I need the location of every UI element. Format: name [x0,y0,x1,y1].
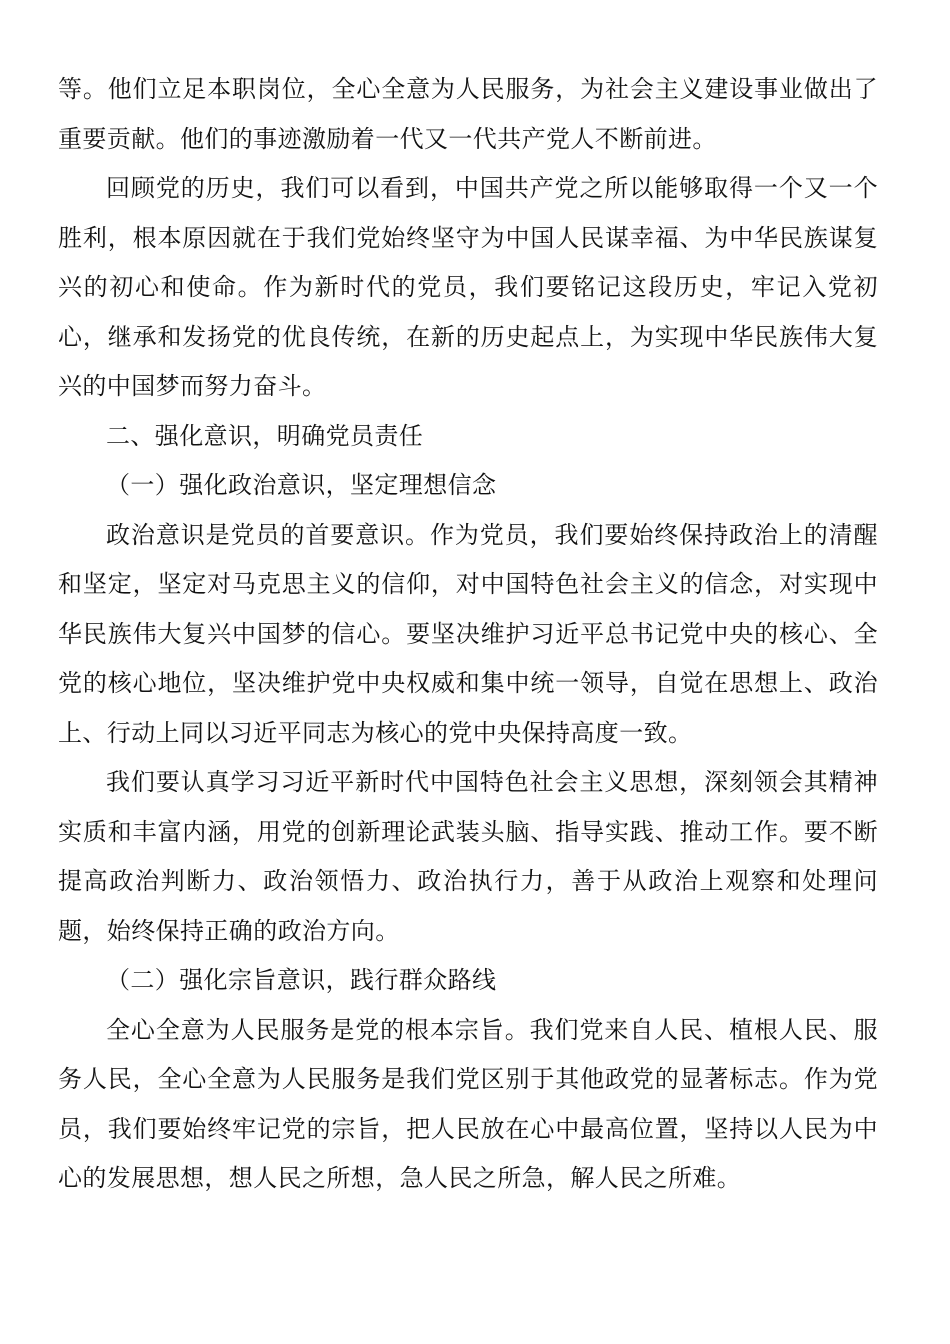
paragraph-political-awareness: 政治意识是党员的首要意识。作为党员，我们要始终保持政治上的清醒和坚定，坚定对马克思主义的信仰，对中国特色社会主义的信念，对实现中华民族伟大复兴中国梦的信心。要坚决维护习近平总书记党中央的核心、全党的核心地位，坚决维护党中央权威和集中统一领导，自觉在思想上、政治上、行动上同以习近平同志为核心的党中央保持高度一致。 [58,520,878,747]
paragraph-serve-the-people: 全心全意为人民服务是党的根本宗旨。我们党来自人民、植根人民、服务人民，全心全意为人民服务是我们党区别于其他政党的显著标志。作为党员，我们要始终牢记党的宗旨，把人民放在心中最高位置，坚持以人民为中心的发展思想，想人民之所想，急人民之所急，解人民之所难。 [58,1015,878,1192]
subsection-heading-political-awareness: （一）强化政治意识，坚定理想信念 [106,471,497,499]
document-page [58,65,878,1204]
paragraph-party-history-review: 回顾党的历史，我们可以看到，中国共产党之所以能够取得一个又一个胜利，根本原因就在于我们党始终坚守为中国人民谋幸福、为中华民族谋复兴的初心和使命。作为新时代的党员，我们要铭记这段历史，牢记入党初心，继承和发扬党的优良传统，在新的历史起点上，为实现中华民族伟大复兴的中国梦而努力奋斗。 [58,174,878,400]
paragraph-continued-contributions: 等。他们立足本职岗位，全心全意为人民服务，为社会主义建设事业做出了重要贡献。他们的事迹激励着一代又一代共产党人不断前进。 [58,75,878,153]
subsection-heading-purpose-awareness: （二）强化宗旨意识，践行群众路线 [106,966,497,994]
paragraph-study-thought: 我们要认真学习习近平新时代中国特色社会主义思想，深刻领会其精神实质和丰富内涵，用党的创新理论武装头脑、指导实践、推动工作。要不断提高政治判断力、政治领悟力、政治执行力，善于从政治上观察和处理问题，始终保持正确的政治方向。 [58,768,878,945]
section-heading-strengthen-awareness: 二、强化意识，明确党员责任 [106,421,424,450]
